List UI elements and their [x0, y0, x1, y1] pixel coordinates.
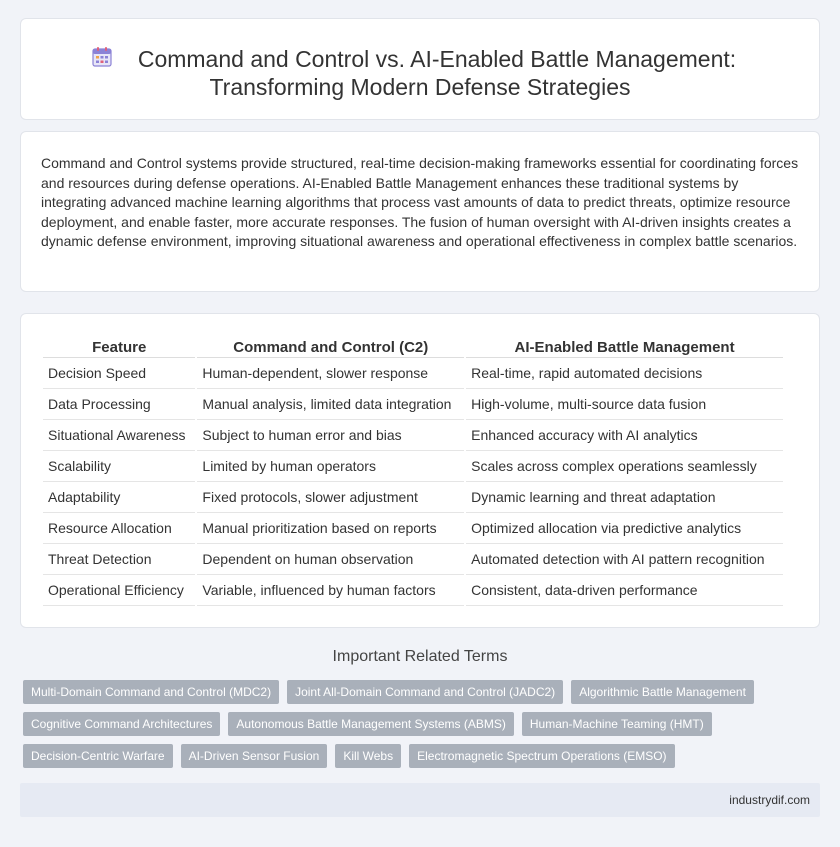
term-tag[interactable]: AI-Driven Sensor Fusion [181, 744, 328, 768]
term-tag[interactable]: Human-Machine Teaming (HMT) [522, 712, 712, 736]
table-cell: High-volume, multi-source data fusion [466, 389, 783, 420]
table-cell: Threat Detection [43, 544, 195, 575]
table-cell: Data Processing [43, 389, 195, 420]
term-tag[interactable]: Kill Webs [335, 744, 401, 768]
page-title-line2: Transforming Modern Defense Strategies [209, 74, 631, 100]
intro-card [20, 131, 820, 292]
term-tag[interactable]: Multi-Domain Command and Control (MDC2) [23, 680, 279, 704]
term-tag[interactable]: Electromagnetic Spectrum Operations (EMSO) [409, 744, 674, 768]
table-row [43, 420, 783, 451]
page-title [104, 45, 736, 101]
table-header-ai: AI-Enabled Battle Management [466, 334, 783, 358]
header-card [20, 18, 820, 120]
table-cell: Enhanced accuracy with AI analytics [466, 420, 783, 451]
table-cell: Limited by human operators [197, 451, 464, 482]
comparison-table [41, 334, 785, 606]
related-terms-heading: Important Related Terms [332, 648, 508, 665]
page-title-line1: Command and Control vs. AI-Enabled Battle Management: [137, 46, 737, 72]
comparison-table-card [20, 313, 820, 628]
table-cell: Situational Awareness [43, 420, 195, 451]
table-cell: Consistent, data-driven performance [466, 575, 783, 606]
table-cell: Scales across complex operations seamlessly [466, 451, 783, 482]
table-cell: Decision Speed [43, 358, 195, 389]
table-row [43, 358, 783, 389]
footer [20, 783, 820, 817]
table-cell: Dynamic learning and threat adaptation [466, 482, 783, 513]
term-tag[interactable]: Decision-Centric Warfare [23, 744, 173, 768]
table-header-c2: Command and Control (C2) [197, 334, 464, 358]
term-tag[interactable]: Algorithmic Battle Management [571, 680, 754, 704]
table-cell: Resource Allocation [43, 513, 195, 544]
table-cell: Operational Efficiency [43, 575, 195, 606]
table-cell: Optimized allocation via predictive analytics [466, 513, 783, 544]
table-cell: Automated detection with AI pattern recognition [466, 544, 783, 575]
table-row [43, 575, 783, 606]
table-row [43, 513, 783, 544]
table-cell: Adaptability [43, 482, 195, 513]
table-cell: Manual analysis, limited data integration [197, 389, 464, 420]
intro-text: Command and Control systems provide structured, real-time decision-making frameworks essential for coordinating forces and resources during defense operations. AI-Enabled Battle Management enhances these traditional systems by integrating advanced machine learning algorithms that process vast amounts of data to predict threats, optimize resource deployment, and enable faster, more accurate responses. The fusion of human oversight with AI-driven insights creates a dynamic defense environment, improving situational awareness and operational effectiveness in complex battle scenarios. [41, 155, 799, 249]
footer-site-link[interactable]: industrydif.com [729, 793, 810, 807]
term-tag[interactable]: Cognitive Command Architectures [23, 712, 220, 736]
table-header-feature: Feature [43, 334, 195, 358]
table-row [43, 482, 783, 513]
related-terms-list [23, 680, 813, 768]
table-row [43, 451, 783, 482]
table-cell: Scalability [43, 451, 195, 482]
table-cell: Subject to human error and bias [197, 420, 464, 451]
table-cell: Human-dependent, slower response [197, 358, 464, 389]
table-header-row [43, 334, 783, 358]
term-tag[interactable]: Joint All-Domain Command and Control (JADC2) [287, 680, 563, 704]
table-cell: Variable, influenced by human factors [197, 575, 464, 606]
table-cell: Real-time, rapid automated decisions [466, 358, 783, 389]
table-cell: Manual prioritization based on reports [197, 513, 464, 544]
term-tag[interactable]: Autonomous Battle Management Systems (ABMS) [228, 712, 513, 736]
table-row [43, 544, 783, 575]
table-row [43, 389, 783, 420]
table-cell: Fixed protocols, slower adjustment [197, 482, 464, 513]
table-cell: Dependent on human observation [197, 544, 464, 575]
